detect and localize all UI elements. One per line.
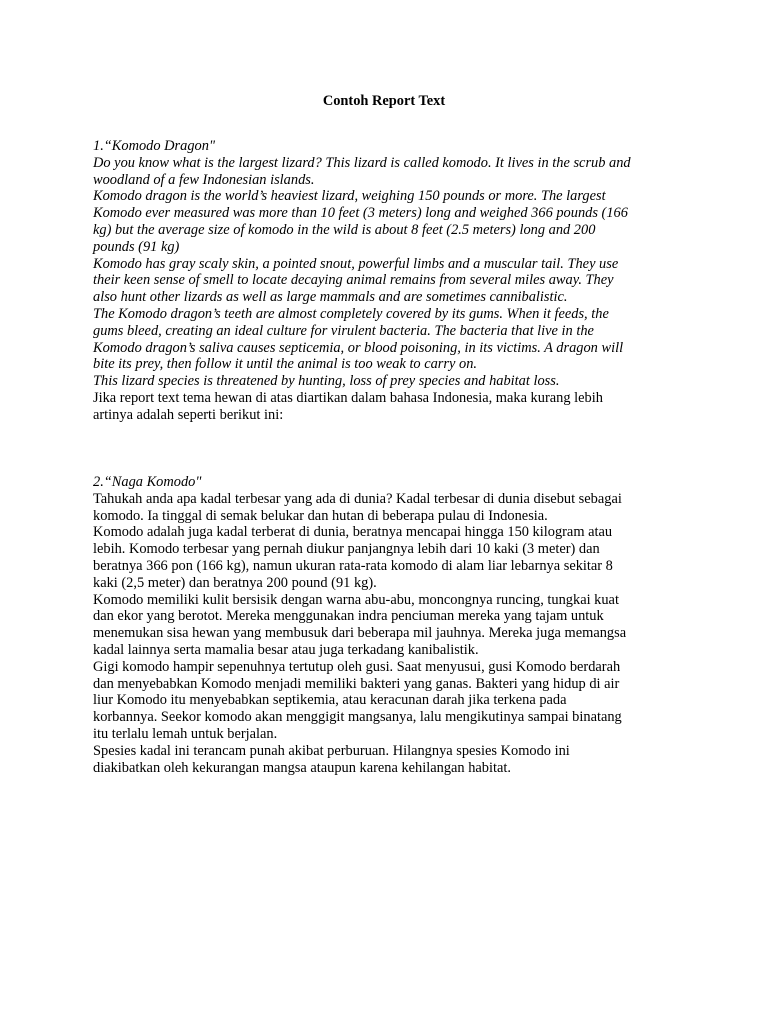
paragraph-line: This lizard species is threatened by hunting, loss of prey species and habitat loss. — [93, 373, 560, 390]
paragraph-line: woodland of a few Indonesian islands. — [93, 171, 315, 188]
paragraph-line: kg) but the average size of komodo in the wild is about 8 feet (2.5 meters) long and 200 — [93, 221, 596, 238]
paragraph-line: lebih. Komodo terbesar yang pernah diukur panjangnya lebih dari 10 kaki (3 meter) dan — [93, 541, 600, 558]
paragraph-line: Gigi komodo hampir sepenuhnya tertutup oleh gusi. Saat menyusui, gusi Komodo berdarah — [93, 658, 621, 675]
paragraph-line: Do you know what is the largest lizard? This lizard is called komodo. It lives in the scrub and — [93, 154, 631, 171]
paragraph-line: Tahukah anda apa kadal terbesar yang ada di dunia? Kadal terbesar di dunia disebut sebagai — [93, 490, 622, 507]
document-title: Contoh Report Text — [322, 93, 446, 109]
section-heading: 2.“Naga Komodo" — [93, 474, 202, 490]
paragraph-line: diakibatkan oleh kekurangan mangsa ataupun karena kehilangan habitat. — [93, 759, 511, 776]
paragraph-line: menemukan sisa hewan yang membusuk dari beberapa mil jauhnya. Mereka juga memangsa — [93, 625, 627, 642]
section-heading: 1.“Komodo Dragon" — [93, 138, 215, 154]
section-komodo-dragon — [93, 138, 693, 424]
paragraph-line: also hunt other lizards as well as large mammals and are sometimes cannibalistic. — [93, 289, 568, 306]
paragraph-line: their keen sense of smell to locate decaying animal remains from several miles away. They — [93, 272, 614, 289]
paragraph-line: Komodo has gray scaly skin, a pointed snout, powerful limbs and a muscular tail. They use — [93, 255, 619, 272]
paragraph-line: komodo. Ia tinggal di semak belukar dan hutan di beberapa pulau di Indonesia. — [93, 507, 548, 524]
section-naga-komodo — [93, 474, 693, 776]
paragraph-line: beratnya 366 pon (166 kg), namun ukuran rata-rata komodo di alam liar lebarnya sekitar 8 — [93, 557, 613, 574]
section-body-english — [93, 155, 693, 390]
paragraph-line: Spesies kadal ini terancam punah akibat perburuan. Hilangnya spesies Komodo ini — [93, 742, 570, 759]
paragraph-line: pounds (91 kg) — [93, 238, 180, 255]
paragraph-line: korbannya. Seekor komodo akan menggigit mangsanya, lalu mengikutinya sampai binatang — [93, 709, 622, 726]
paragraph-line: Komodo dragon’s saliva causes septicemia, or blood poisoning, in its victims. A dragon will — [93, 339, 624, 356]
translation-note — [93, 390, 693, 424]
paragraph-line: gums bleed, creating an ideal culture for virulent bacteria. The bacteria that live in the — [93, 322, 594, 339]
paragraph-line: itu terlalu lemah untuk berjalan. — [93, 725, 278, 742]
paragraph-line: Jika report text tema hewan di atas diartikan dalam bahasa Indonesia, maka kurang lebih — [93, 389, 603, 406]
paragraph-line: Komodo memiliki kulit bersisik dengan warna abu-abu, moncongnya runcing, tungkai kuat — [93, 591, 619, 608]
paragraph-line: dan ekor yang berotot. Mereka menggunakan indra penciuman mereka yang tajam untuk — [93, 608, 604, 625]
paragraph-line: dan menyebabkan Komodo menjadi memiliki bakteri yang ganas. Bakteri yang hidup di air — [93, 675, 620, 692]
paragraph-line: kaki (2,5 meter) dan beratnya 200 pound (91 kg). — [93, 574, 377, 591]
paragraph-line: Komodo ever measured was more than 10 feet (3 meters) long and weighed 366 pounds (166 — [93, 205, 628, 222]
paragraph-line: The Komodo dragon’s teeth are almost completely covered by its gums. When it feeds, the — [93, 305, 609, 322]
paragraph-line: Komodo adalah juga kadal terberat di dunia, beratnya mencapai hingga 150 kilogram atau — [93, 524, 613, 541]
paragraph-line: liur Komodo itu menyebabkan septikemia, atau keracunan darah jika terkena pada — [93, 692, 567, 709]
paragraph-line: artinya adalah seperti berikut ini: — [93, 406, 284, 423]
paragraph-line: kadal lainnya serta mamalia besar atau juga terkadang kanibalistik. — [93, 641, 479, 658]
paragraph-line: Komodo dragon is the world’s heaviest lizard, weighing 150 pounds or more. The largest — [93, 188, 606, 205]
paragraph-line: bite its prey, then follow it until the animal is too weak to carry on. — [93, 356, 477, 373]
section-body-indonesian — [93, 491, 693, 777]
